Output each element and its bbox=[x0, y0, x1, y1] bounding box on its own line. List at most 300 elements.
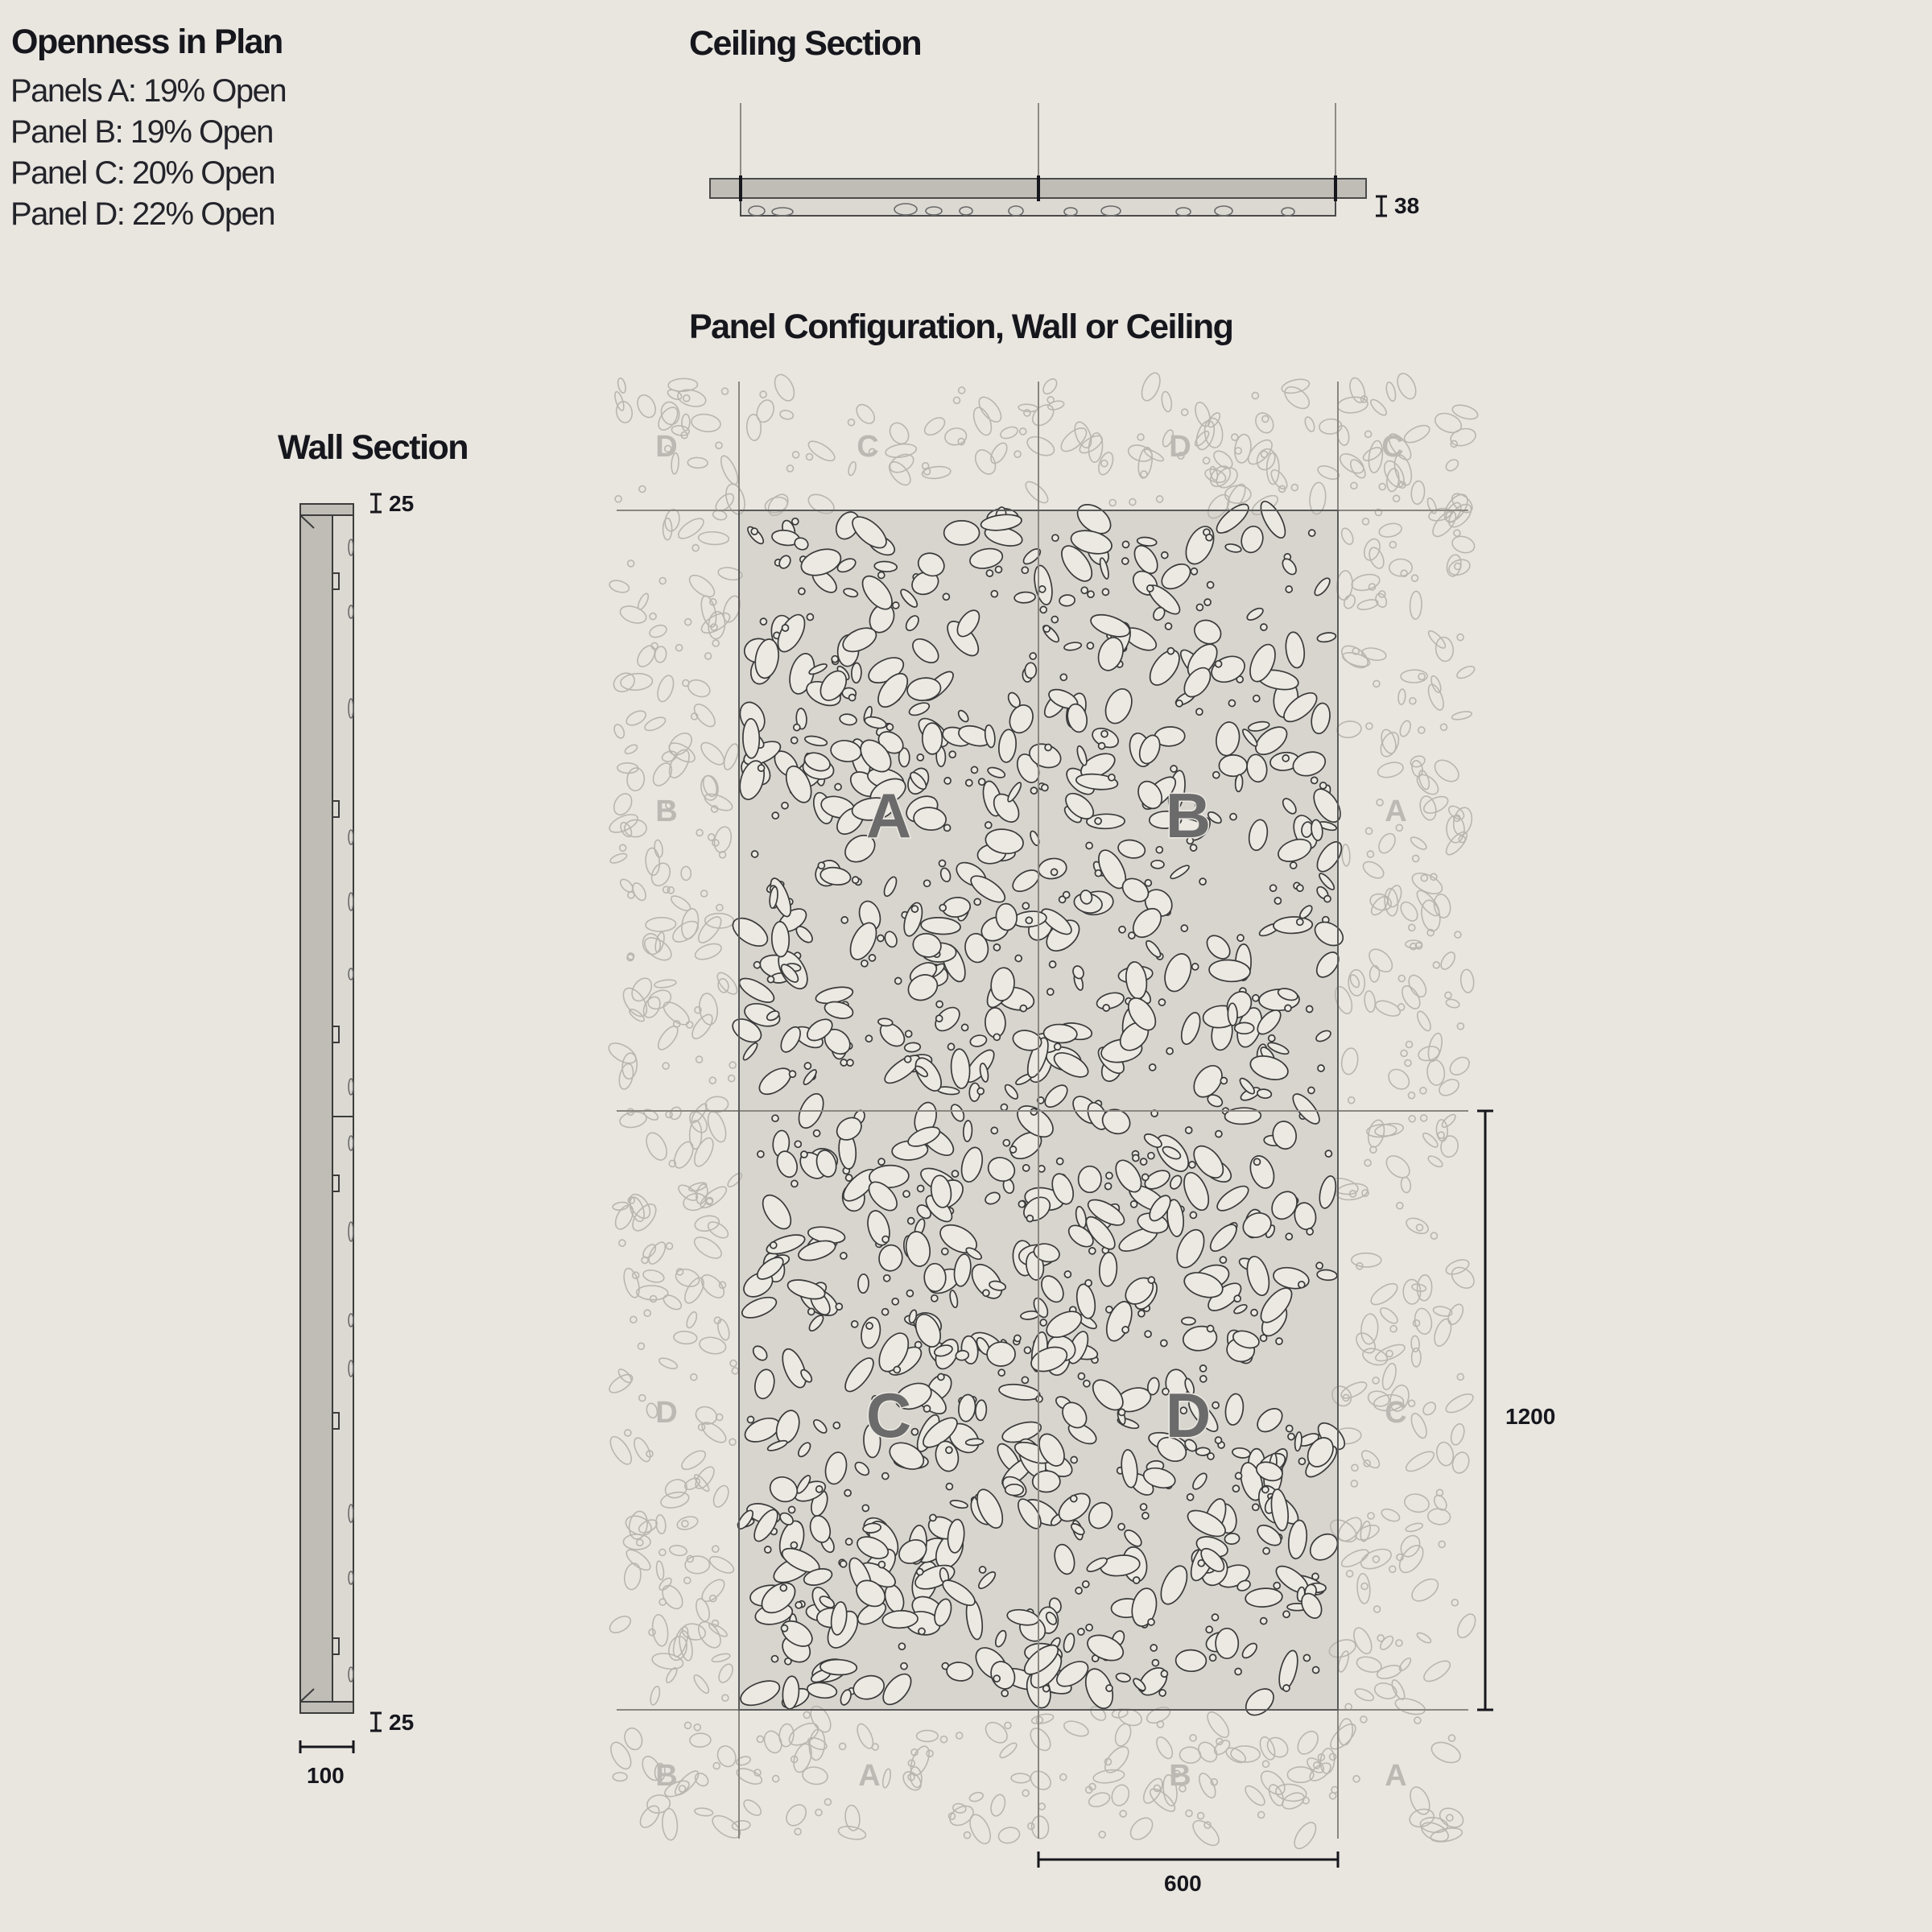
perforation bbox=[642, 1129, 671, 1163]
perforation bbox=[607, 1613, 634, 1637]
perforation bbox=[987, 1342, 1016, 1366]
perforation bbox=[1415, 1223, 1424, 1232]
perforation bbox=[1402, 422, 1432, 446]
perforation bbox=[1175, 700, 1183, 707]
perforation bbox=[1029, 652, 1037, 660]
ghost-label-bottom-3: B bbox=[1169, 1759, 1191, 1793]
perforation bbox=[669, 1544, 687, 1556]
perforation bbox=[742, 719, 759, 758]
perforation bbox=[1367, 546, 1387, 571]
perforation bbox=[675, 644, 683, 651]
perforation bbox=[878, 1561, 886, 1569]
perforation bbox=[649, 1686, 662, 1706]
perforation bbox=[690, 1373, 698, 1381]
ghost-label-bottom-4: A bbox=[1385, 1759, 1407, 1793]
perforation bbox=[1204, 599, 1212, 606]
perforation bbox=[666, 1634, 689, 1662]
configuration-title: Panel Configuration, Wall or Ceiling bbox=[689, 308, 1233, 346]
perforation bbox=[716, 1319, 731, 1342]
perforation bbox=[1253, 695, 1261, 703]
perforation bbox=[696, 1056, 703, 1063]
wall-bottom-label: 25 bbox=[389, 1710, 415, 1735]
perforation bbox=[713, 1316, 722, 1325]
openness-line-c: Panel C: 20% Open bbox=[10, 155, 275, 191]
perforation bbox=[610, 791, 635, 818]
perforation bbox=[782, 1801, 810, 1829]
perforation bbox=[1088, 1247, 1096, 1254]
perforation bbox=[1376, 831, 1398, 856]
perforation bbox=[1260, 1617, 1267, 1624]
perforation bbox=[613, 494, 622, 503]
perforation bbox=[1350, 1625, 1375, 1657]
perforation bbox=[624, 708, 648, 728]
perforation bbox=[1207, 581, 1214, 588]
perforation bbox=[712, 640, 719, 646]
perforation bbox=[1403, 1059, 1412, 1067]
perforation bbox=[716, 904, 723, 911]
perforation bbox=[1446, 815, 1464, 843]
perforation bbox=[1445, 998, 1460, 1009]
perforation bbox=[923, 1405, 931, 1412]
perforation bbox=[1447, 557, 1472, 578]
perforation bbox=[620, 672, 653, 691]
perforation bbox=[658, 1582, 687, 1612]
perforation bbox=[991, 590, 998, 597]
perforation bbox=[1430, 1826, 1463, 1844]
perforation bbox=[1286, 586, 1293, 593]
perforation bbox=[1126, 1814, 1156, 1843]
perforation bbox=[894, 1366, 900, 1373]
perforation bbox=[1444, 457, 1460, 473]
perforation bbox=[669, 894, 693, 914]
perforation bbox=[698, 1576, 728, 1605]
perforation bbox=[1377, 760, 1406, 780]
wall-depth-label: 100 bbox=[307, 1763, 345, 1788]
perforation bbox=[1252, 410, 1277, 436]
perforation bbox=[759, 390, 768, 399]
perforation bbox=[972, 446, 1000, 477]
perforation bbox=[1411, 854, 1420, 863]
perforation bbox=[1368, 397, 1389, 417]
perforation bbox=[1350, 1463, 1359, 1472]
perforation bbox=[847, 461, 857, 477]
perforation bbox=[624, 743, 639, 755]
perforation bbox=[1103, 1005, 1110, 1012]
perforation bbox=[1376, 798, 1385, 807]
perforation bbox=[1443, 1390, 1476, 1416]
perforation bbox=[1459, 969, 1475, 993]
perforation bbox=[687, 457, 708, 469]
perforation bbox=[1380, 1507, 1402, 1524]
perforation bbox=[964, 1831, 971, 1839]
perforation bbox=[1305, 1755, 1327, 1775]
perforation bbox=[1368, 1280, 1401, 1309]
perforation bbox=[1182, 1318, 1195, 1325]
perforation bbox=[1432, 410, 1464, 436]
perforation bbox=[845, 1174, 852, 1182]
perforation bbox=[1356, 1573, 1371, 1604]
perforation bbox=[1281, 377, 1311, 395]
perforation bbox=[1212, 1402, 1220, 1409]
perforation bbox=[1447, 1054, 1472, 1079]
perforation bbox=[1011, 1773, 1030, 1783]
perforation bbox=[1364, 430, 1373, 438]
perforation bbox=[1276, 1338, 1282, 1344]
perforation bbox=[685, 1311, 699, 1329]
perforation bbox=[815, 1809, 823, 1817]
perforation bbox=[795, 1601, 803, 1608]
perforation bbox=[877, 935, 884, 941]
perforation bbox=[1196, 1811, 1205, 1820]
perforation bbox=[1393, 1695, 1426, 1717]
perforation bbox=[607, 1739, 635, 1772]
perforation bbox=[1350, 572, 1381, 592]
openness-title: Openness in Plan bbox=[11, 23, 283, 61]
perforation bbox=[1395, 1201, 1404, 1210]
perforation bbox=[691, 412, 722, 433]
perforation bbox=[1401, 670, 1427, 683]
perforation bbox=[818, 862, 825, 869]
perforation bbox=[1057, 424, 1090, 456]
perforation bbox=[730, 1360, 737, 1367]
perforation bbox=[1353, 1686, 1375, 1703]
perforation bbox=[1026, 917, 1032, 923]
perforation bbox=[1389, 540, 1397, 549]
perforation bbox=[1088, 1782, 1097, 1791]
perforation bbox=[684, 1722, 692, 1730]
perforation bbox=[1203, 1708, 1232, 1740]
perforation bbox=[728, 1075, 735, 1082]
perforation bbox=[1219, 755, 1247, 776]
perforation bbox=[630, 1316, 638, 1323]
perforation bbox=[1005, 1484, 1024, 1496]
perforation bbox=[1051, 869, 1058, 876]
perforation bbox=[625, 1430, 631, 1436]
perforation bbox=[704, 652, 712, 660]
height-dimension-label: 1200 bbox=[1505, 1404, 1556, 1429]
perforation bbox=[1408, 1114, 1417, 1123]
perforation bbox=[1454, 1611, 1479, 1641]
perforation bbox=[858, 1274, 869, 1294]
perforation bbox=[658, 576, 667, 585]
perforation bbox=[641, 931, 663, 956]
perforation bbox=[1413, 1716, 1422, 1725]
perforation bbox=[1109, 1782, 1132, 1808]
perforation bbox=[791, 450, 800, 459]
perforation bbox=[791, 1180, 798, 1187]
perforation bbox=[1077, 1628, 1085, 1636]
perforation bbox=[658, 1597, 667, 1606]
perforation bbox=[708, 1594, 717, 1603]
perforation bbox=[1350, 482, 1357, 489]
perforation bbox=[1156, 495, 1164, 503]
ceiling-section-title: Ceiling Section bbox=[689, 24, 922, 63]
perforation bbox=[1150, 1645, 1157, 1651]
perforation bbox=[1366, 1511, 1375, 1520]
perforation bbox=[779, 409, 794, 420]
perforation bbox=[665, 1111, 672, 1118]
perforation bbox=[1378, 522, 1403, 539]
perforation bbox=[1190, 1734, 1197, 1741]
perforation bbox=[1360, 1716, 1367, 1723]
perforation bbox=[1450, 534, 1476, 555]
perforation bbox=[1410, 591, 1422, 619]
perforation bbox=[1342, 844, 1351, 866]
perforation bbox=[1407, 1399, 1415, 1407]
perforation bbox=[651, 1651, 684, 1671]
perforation bbox=[841, 917, 848, 924]
perforation bbox=[721, 742, 741, 771]
ghost-label-right-2: C bbox=[1385, 1396, 1407, 1430]
perforation bbox=[606, 1371, 635, 1396]
perforation bbox=[655, 1561, 665, 1580]
perforation bbox=[683, 617, 692, 626]
ghost-label-top-2: C bbox=[857, 430, 879, 464]
perforation bbox=[646, 1240, 669, 1267]
perforation bbox=[690, 1733, 712, 1748]
perforation bbox=[1431, 1317, 1455, 1348]
perforation bbox=[795, 1141, 801, 1147]
perforation bbox=[756, 1735, 765, 1744]
perforation bbox=[691, 1673, 711, 1695]
perforation bbox=[1242, 1783, 1268, 1809]
perforation bbox=[1415, 1631, 1432, 1645]
perforation bbox=[1372, 1555, 1380, 1563]
perforation bbox=[1261, 451, 1268, 458]
perforation bbox=[1350, 1480, 1358, 1488]
perforation bbox=[1362, 518, 1370, 526]
perforation bbox=[1392, 494, 1401, 503]
perforation bbox=[1025, 663, 1036, 678]
perforation bbox=[1104, 1183, 1112, 1190]
perforation bbox=[1367, 850, 1375, 858]
perforation bbox=[1396, 1640, 1403, 1647]
perforation bbox=[741, 1797, 764, 1818]
perforation bbox=[952, 1170, 960, 1178]
perforation bbox=[613, 723, 626, 740]
perforation bbox=[618, 844, 626, 852]
perforation bbox=[931, 1294, 938, 1302]
perforation bbox=[1328, 1752, 1337, 1761]
perforation bbox=[1175, 1649, 1207, 1672]
perforation bbox=[1443, 991, 1452, 1000]
perforation bbox=[924, 1263, 947, 1292]
perforation bbox=[1180, 408, 1189, 417]
ceiling-thickness-label: 38 bbox=[1394, 193, 1420, 218]
perforation bbox=[1018, 403, 1038, 412]
perforation bbox=[886, 723, 894, 730]
perforation bbox=[697, 1271, 728, 1302]
perforation bbox=[628, 1196, 635, 1203]
perforation bbox=[1109, 499, 1117, 506]
perforation bbox=[1417, 726, 1426, 735]
perforation bbox=[1040, 1319, 1047, 1327]
perforation bbox=[640, 994, 663, 1021]
perforation bbox=[1361, 445, 1383, 464]
perforation bbox=[630, 881, 648, 902]
perforation bbox=[694, 1807, 713, 1817]
perforation bbox=[654, 979, 676, 989]
openness-line-b: Panel B: 19% Open bbox=[10, 114, 273, 150]
perforation bbox=[1418, 1086, 1427, 1095]
perforation bbox=[655, 1514, 667, 1534]
perforation bbox=[1261, 624, 1268, 631]
perforation bbox=[1141, 1174, 1149, 1181]
perforation bbox=[1020, 1005, 1027, 1012]
perforation bbox=[682, 679, 689, 687]
perforation bbox=[838, 1742, 847, 1751]
perforation bbox=[944, 521, 980, 545]
perforation bbox=[1385, 468, 1400, 492]
perforation bbox=[1335, 1182, 1369, 1202]
ghost-label-left-1: B bbox=[655, 795, 678, 828]
perforation bbox=[638, 1342, 646, 1350]
perforation bbox=[1298, 1457, 1307, 1465]
perforation bbox=[922, 723, 942, 754]
perforation bbox=[666, 739, 697, 766]
ghost-label-left-2: D bbox=[655, 1396, 678, 1430]
perforation bbox=[1100, 460, 1108, 468]
perforation bbox=[1389, 1565, 1397, 1573]
perforation bbox=[947, 1802, 977, 1830]
perforation bbox=[1119, 1810, 1127, 1818]
perforation bbox=[631, 1435, 654, 1463]
perforation bbox=[729, 1439, 737, 1446]
perforation bbox=[1409, 835, 1428, 852]
perforation bbox=[650, 760, 675, 789]
perforation bbox=[1413, 1307, 1434, 1335]
perforation bbox=[637, 1802, 663, 1831]
perforation bbox=[833, 1422, 840, 1429]
perforation bbox=[1356, 598, 1379, 612]
perforation bbox=[1453, 931, 1462, 939]
perforation bbox=[917, 1731, 939, 1742]
perforation bbox=[691, 700, 719, 730]
perforation bbox=[963, 1121, 972, 1142]
perforation bbox=[791, 737, 798, 744]
perforation bbox=[693, 1005, 702, 1014]
perforation bbox=[625, 819, 647, 837]
perforation bbox=[836, 1303, 842, 1310]
perforation bbox=[1360, 1313, 1379, 1344]
perforation bbox=[1092, 1768, 1125, 1785]
perforation bbox=[720, 1694, 729, 1703]
perforation bbox=[698, 531, 729, 546]
perforation bbox=[658, 1549, 667, 1557]
perforation bbox=[1456, 1022, 1465, 1030]
perforation bbox=[732, 1820, 750, 1831]
perforation bbox=[1414, 1009, 1433, 1033]
perforation bbox=[1456, 633, 1464, 641]
perforation bbox=[1382, 1151, 1414, 1182]
perforation bbox=[1232, 1485, 1240, 1492]
perforation bbox=[1348, 973, 1360, 989]
perforation bbox=[1324, 896, 1331, 902]
perforation bbox=[694, 1214, 721, 1233]
perforation bbox=[638, 485, 646, 493]
perforation bbox=[681, 866, 691, 880]
perforation bbox=[952, 1802, 967, 1814]
width-dimension-line bbox=[1038, 1852, 1338, 1868]
perforation bbox=[1036, 1716, 1043, 1724]
perforation bbox=[1136, 432, 1145, 441]
perforation bbox=[845, 1538, 852, 1546]
perforation bbox=[606, 1434, 635, 1468]
width-dimension-label: 600 bbox=[1164, 1871, 1202, 1896]
perforation bbox=[753, 398, 776, 425]
perforation bbox=[988, 440, 1010, 466]
perforation bbox=[1141, 1512, 1150, 1520]
perforation bbox=[922, 465, 952, 480]
perforation bbox=[679, 1785, 685, 1792]
perforation bbox=[634, 392, 659, 420]
perforation bbox=[1140, 1776, 1166, 1806]
perforation bbox=[1359, 1447, 1382, 1471]
perforation bbox=[1336, 720, 1362, 739]
height-dimension-line bbox=[1477, 1111, 1493, 1710]
perforation bbox=[847, 418, 856, 427]
perforation bbox=[683, 395, 690, 402]
perforation bbox=[1395, 1542, 1428, 1577]
perforation bbox=[1041, 784, 1049, 792]
perforation bbox=[707, 1553, 736, 1576]
perforation bbox=[1426, 1059, 1446, 1086]
perforation bbox=[711, 1484, 732, 1509]
perforation bbox=[1071, 1456, 1078, 1463]
perforation bbox=[695, 914, 725, 947]
perforation bbox=[1022, 902, 1030, 910]
perforation bbox=[881, 1769, 892, 1789]
perforation bbox=[1397, 899, 1421, 924]
perforation bbox=[638, 1393, 646, 1402]
perforation bbox=[751, 850, 758, 857]
perforation bbox=[1446, 1814, 1453, 1822]
perforation bbox=[642, 1268, 665, 1284]
perforation bbox=[729, 1061, 737, 1070]
perforation bbox=[861, 960, 869, 968]
perforation bbox=[886, 419, 913, 448]
perforation bbox=[1018, 427, 1027, 436]
perforation bbox=[1398, 720, 1413, 738]
perforation bbox=[1361, 537, 1382, 563]
perforation bbox=[686, 572, 718, 601]
perforation bbox=[1078, 1166, 1101, 1192]
perforation bbox=[1302, 1796, 1311, 1805]
perforation bbox=[661, 1292, 683, 1312]
perforation bbox=[643, 715, 667, 733]
perforation bbox=[1170, 766, 1178, 773]
perforation bbox=[803, 1711, 811, 1719]
perforation bbox=[1235, 1022, 1254, 1034]
perforation bbox=[1364, 1158, 1373, 1167]
perforation bbox=[968, 1791, 985, 1803]
perforation bbox=[793, 1827, 802, 1836]
perforation bbox=[1262, 1760, 1270, 1768]
perforation bbox=[805, 452, 814, 461]
perforation bbox=[1032, 1471, 1060, 1492]
perforation bbox=[617, 1239, 626, 1248]
perforation bbox=[771, 811, 779, 819]
perforation bbox=[1439, 723, 1448, 732]
perforation bbox=[648, 1628, 657, 1637]
perforation bbox=[1108, 774, 1116, 782]
perforation bbox=[1378, 482, 1387, 491]
perforation bbox=[851, 1321, 858, 1328]
perforation bbox=[771, 922, 790, 957]
perforation bbox=[1022, 1165, 1030, 1172]
perforation bbox=[1421, 1400, 1438, 1417]
perforation bbox=[982, 1289, 989, 1296]
